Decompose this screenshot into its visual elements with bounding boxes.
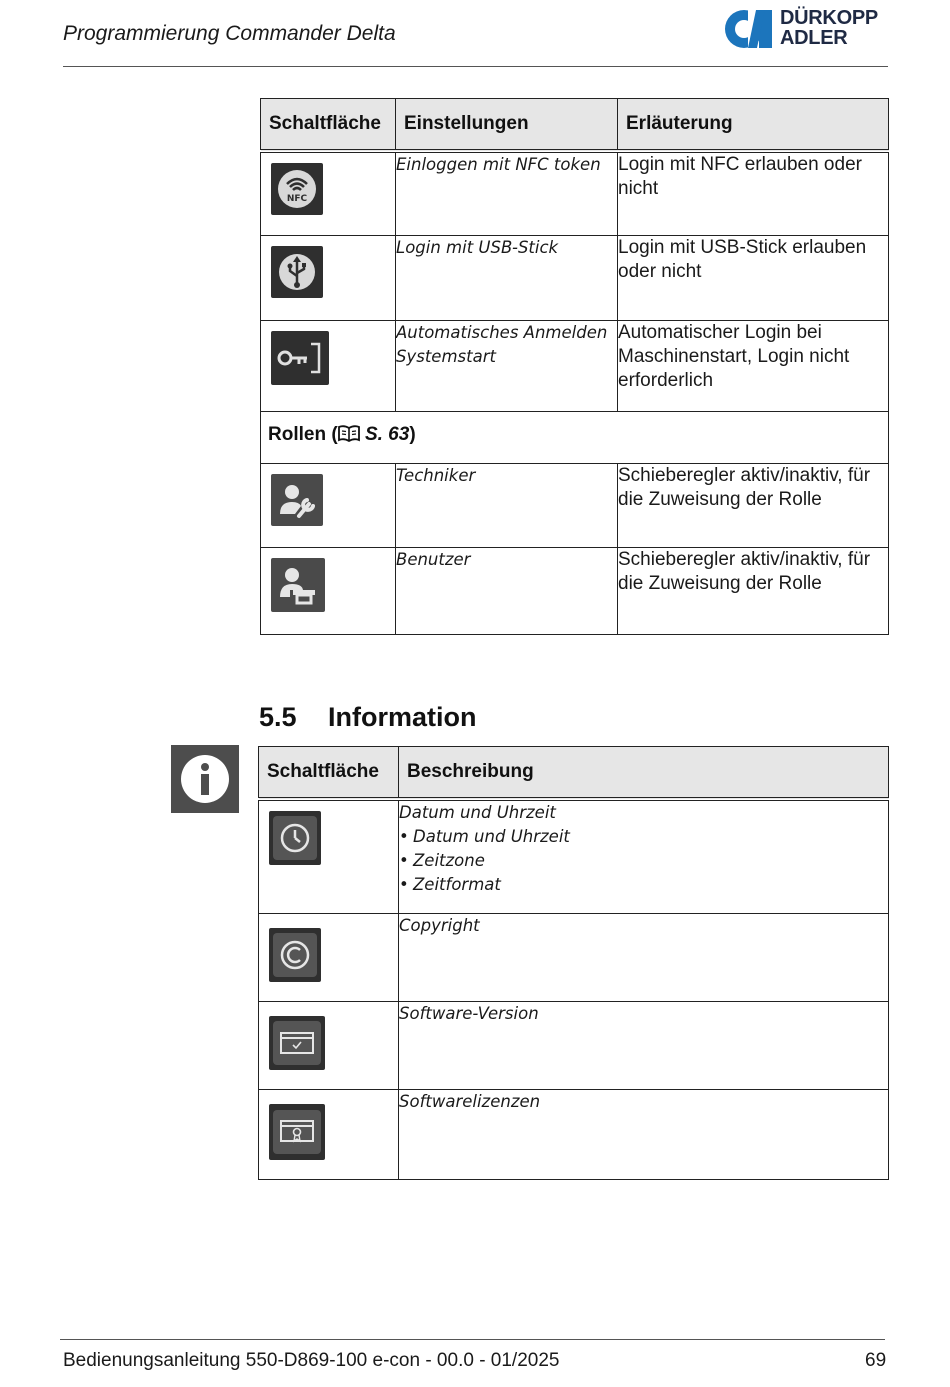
section-row-rollen (261, 412, 889, 464)
table-row (261, 321, 889, 412)
section-number: 5.5 (259, 702, 297, 732)
table-row (259, 914, 889, 1002)
table-row (261, 236, 889, 321)
list-item: • Zeitformat (399, 873, 888, 897)
row-title-software-version: Software-Version (399, 1002, 889, 1090)
software-version-icon (269, 1016, 325, 1070)
list-item: • Datum und Uhrzeit (399, 825, 888, 849)
row-title-software-licenses: Softwarelizenzen (399, 1090, 889, 1180)
datetime-bullets (399, 825, 888, 897)
explanation-technician: Schieberegler aktiv/inaktiv, für die Zuweisung der Rolle (618, 464, 889, 548)
table-header-row (261, 99, 889, 151)
duerkopp-adler-logo-icon (724, 8, 776, 50)
clock-icon (269, 811, 321, 865)
header-title: Programmierung Commander Delta (63, 22, 396, 45)
key-login-icon (271, 331, 329, 385)
setting-user: Benutzer (396, 548, 618, 635)
info-icon (171, 745, 239, 813)
page-reference[interactable]: S. 63 (364, 424, 410, 445)
book-icon (338, 424, 360, 442)
footer-rule (60, 1339, 885, 1340)
header-einstellungen: Einstellungen (396, 99, 618, 151)
logo-line-1: DÜRKOPP (780, 7, 878, 29)
user-icon (271, 558, 325, 612)
setting-auto-login: Automatisches Anmelden Systemstart (396, 321, 618, 412)
logo-line-2: ADLER (780, 27, 848, 49)
table-row (261, 151, 889, 236)
settings-table (260, 98, 889, 635)
section-heading (259, 702, 477, 733)
logo (724, 6, 894, 50)
explanation-nfc: Login mit NFC erlauben oder nicht (618, 151, 889, 236)
information-table (258, 746, 889, 1180)
setting-technician: Techniker (396, 464, 618, 548)
row-title-datetime: Datum und Uhrzeit (399, 802, 556, 822)
technician-icon (271, 474, 323, 526)
table-row (259, 1090, 889, 1180)
license-icon (269, 1104, 325, 1160)
explanation-usb: Login mit USB-Stick erlauben oder nicht (618, 236, 889, 321)
nfc-icon (271, 163, 323, 215)
setting-usb: Login mit USB-Stick (396, 236, 618, 321)
header-schaltflaeche: Schaltfläche (261, 99, 396, 151)
header-erlaeuterung: Erläuterung (618, 99, 889, 151)
copyright-icon (269, 928, 321, 982)
row-title-copyright: Copyright (399, 914, 889, 1002)
header-beschreibung: Beschreibung (399, 747, 889, 799)
section-close: ) (409, 424, 416, 445)
list-item: • Zeitzone (399, 849, 888, 873)
footer-document-id: Bedienungsanleitung 550-D869-100 e-con - 00.0 - 01/2025 (63, 1350, 560, 1371)
setting-nfc: Einloggen mit NFC token (396, 151, 618, 236)
explanation-user: Schieberegler aktiv/inaktiv, für die Zuweisung der Rolle (618, 548, 889, 635)
page-number: 69 (865, 1350, 887, 1371)
table-row (259, 1002, 889, 1090)
section-label: Rollen ( (268, 424, 338, 445)
usb-icon (271, 246, 323, 298)
header-rule (63, 66, 888, 67)
table-header-row (259, 747, 889, 799)
table-row (261, 548, 889, 635)
header-schaltflaeche: Schaltfläche (259, 747, 399, 799)
section-title: Information (328, 702, 477, 732)
table-row (259, 799, 889, 914)
table-row (261, 464, 889, 548)
svg-text:NFC: NFC (286, 193, 308, 204)
explanation-auto-login: Automatischer Login bei Maschinenstart, Login nicht erforderlich (618, 321, 889, 412)
